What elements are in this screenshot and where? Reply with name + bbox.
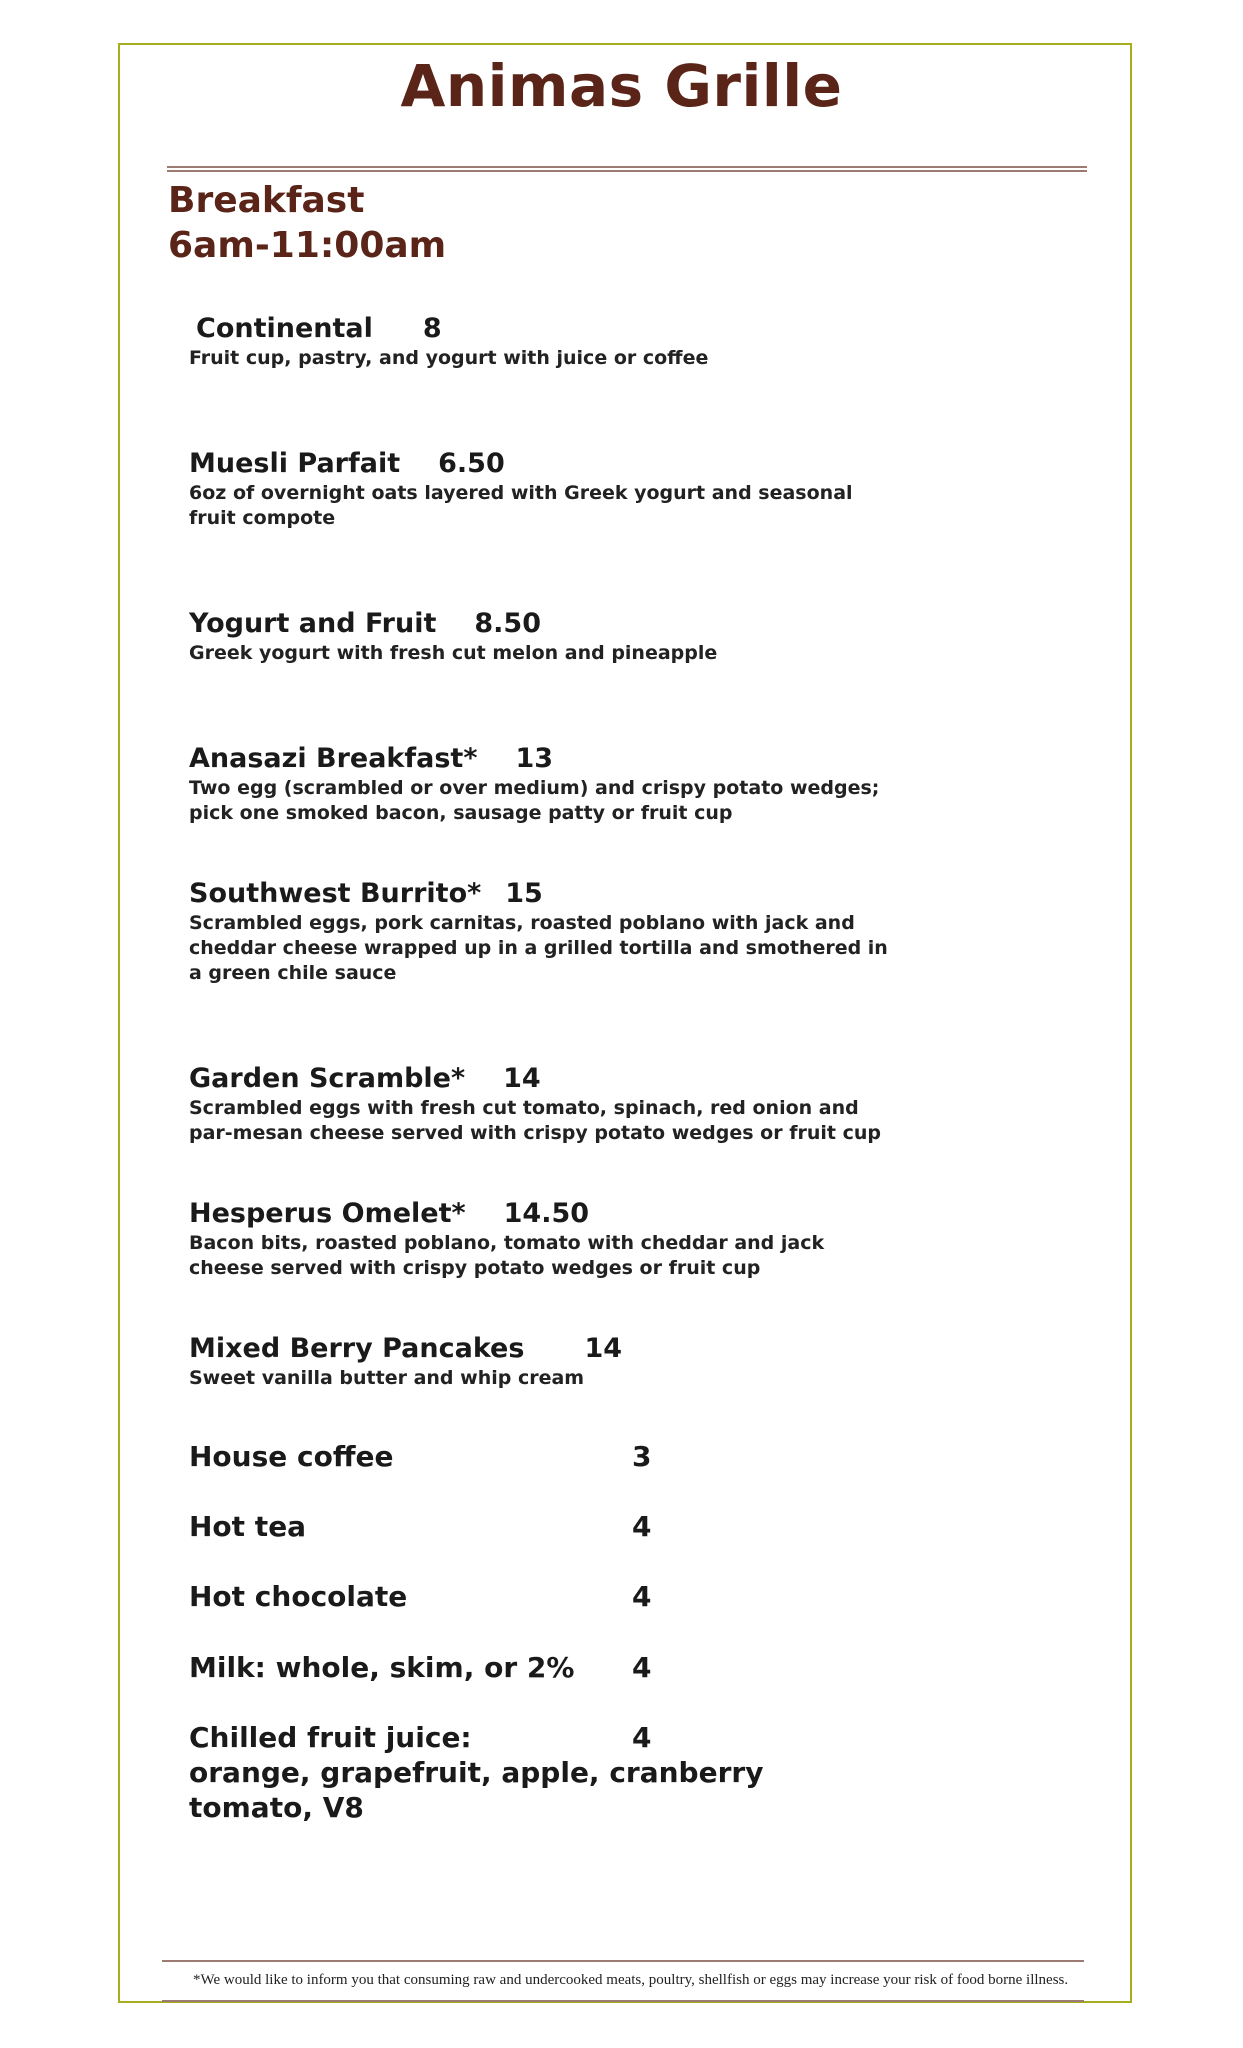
item-price: 14.50 [503, 1198, 590, 1229]
item-description: Greek yogurt with fresh cut melon and pineapple [189, 642, 718, 664]
beverage-price: 4 [632, 1510, 652, 1543]
item-name: Muesli Parfait [189, 448, 401, 479]
item-name: Yogurt and Fruit [189, 608, 437, 639]
item-name: Mixed Berry Pancakes [189, 1333, 525, 1364]
item-price: 8 [422, 313, 442, 344]
restaurant-name: Animas Grille [400, 52, 843, 120]
beverage-item [189, 1720, 652, 1755]
beverage-name: Hot chocolate [189, 1580, 408, 1613]
beverage-item [189, 1579, 652, 1614]
item-price: 8.50 [474, 608, 542, 639]
item-description: Two egg (scrambled or over medium) and crispy potato wedges; pick one smoked bacon, sausage patty or fruit cup [189, 777, 880, 824]
menu-item [189, 313, 896, 371]
item-name: Continental [196, 313, 373, 344]
item-description: Bacon bits, roasted poblano, tomato with cheddar and jack cheese served with crispy potato wedges or fruit cup [189, 1232, 825, 1279]
beverage-price: 4 [632, 1580, 652, 1613]
beverage-name: House coffee [189, 1440, 394, 1473]
item-description: Sweet vanilla butter and whip cream [189, 1367, 585, 1389]
item-description: Fruit cup, pastry, and yogurt with juice or coffee [189, 347, 709, 369]
menu-item [189, 1198, 889, 1281]
allergy-footnote: *We would like to inform you that consuming raw and undercooked meats, poultry, shellfish or eggs may increase your risk of food borne illness. [193, 1972, 1069, 1988]
item-name: Hesperus Omelet* [189, 1198, 466, 1229]
footer-rule-bottom [162, 2000, 1084, 2004]
item-price: 13 [515, 743, 554, 774]
item-price: 14 [584, 1333, 623, 1364]
menu-item [189, 1063, 889, 1146]
menu-item [189, 878, 889, 986]
beverage-item [189, 1509, 652, 1544]
section-title: Breakfast [168, 180, 365, 221]
beverage-name: Chilled fruit juice: [189, 1721, 472, 1754]
item-description: Scrambled eggs with fresh cut tomato, spinach, red onion and par-mesan cheese served with crispy potato wedges or fruit cup [189, 1097, 881, 1144]
item-price: 14 [503, 1063, 541, 1094]
beverage-price: 4 [632, 1651, 652, 1684]
menu-item [189, 448, 889, 531]
section-hours: 6am-11:00am [168, 225, 447, 266]
section-heading [168, 178, 446, 268]
item-name: Garden Scramble* [189, 1063, 466, 1094]
beverage-price: 3 [632, 1440, 652, 1473]
beverage-item [189, 1650, 652, 1685]
menu-item [189, 1333, 889, 1391]
menu-item [189, 608, 889, 666]
header-rule [167, 166, 1087, 172]
juice-options-line: tomato, V8 [189, 1791, 364, 1824]
item-description: Scrambled eggs, pork carnitas, roasted poblano with jack and cheddar cheese wrapped up in a grilled tortilla and smothered in a green chile sauce [189, 912, 888, 984]
item-description: 6oz of overnight oats layered with Greek yogurt and seasonal fruit compote [189, 482, 853, 529]
beverage-name: Milk: whole, skim, or 2% [189, 1651, 575, 1684]
juice-options-line: orange, grapefruit, apple, cranberry [189, 1756, 764, 1789]
item-price: 15 [505, 878, 543, 909]
item-name: Southwest Burrito* [189, 878, 482, 909]
beverage-name: Hot tea [189, 1510, 307, 1543]
item-price: 6.50 [438, 448, 505, 479]
footer-rule-top [162, 1960, 1084, 1964]
beverage-price: 4 [632, 1721, 652, 1754]
menu-item [189, 743, 889, 826]
juice-options [189, 1755, 763, 1825]
item-name: Anasazi Breakfast* [189, 743, 478, 774]
beverage-item [189, 1439, 652, 1474]
